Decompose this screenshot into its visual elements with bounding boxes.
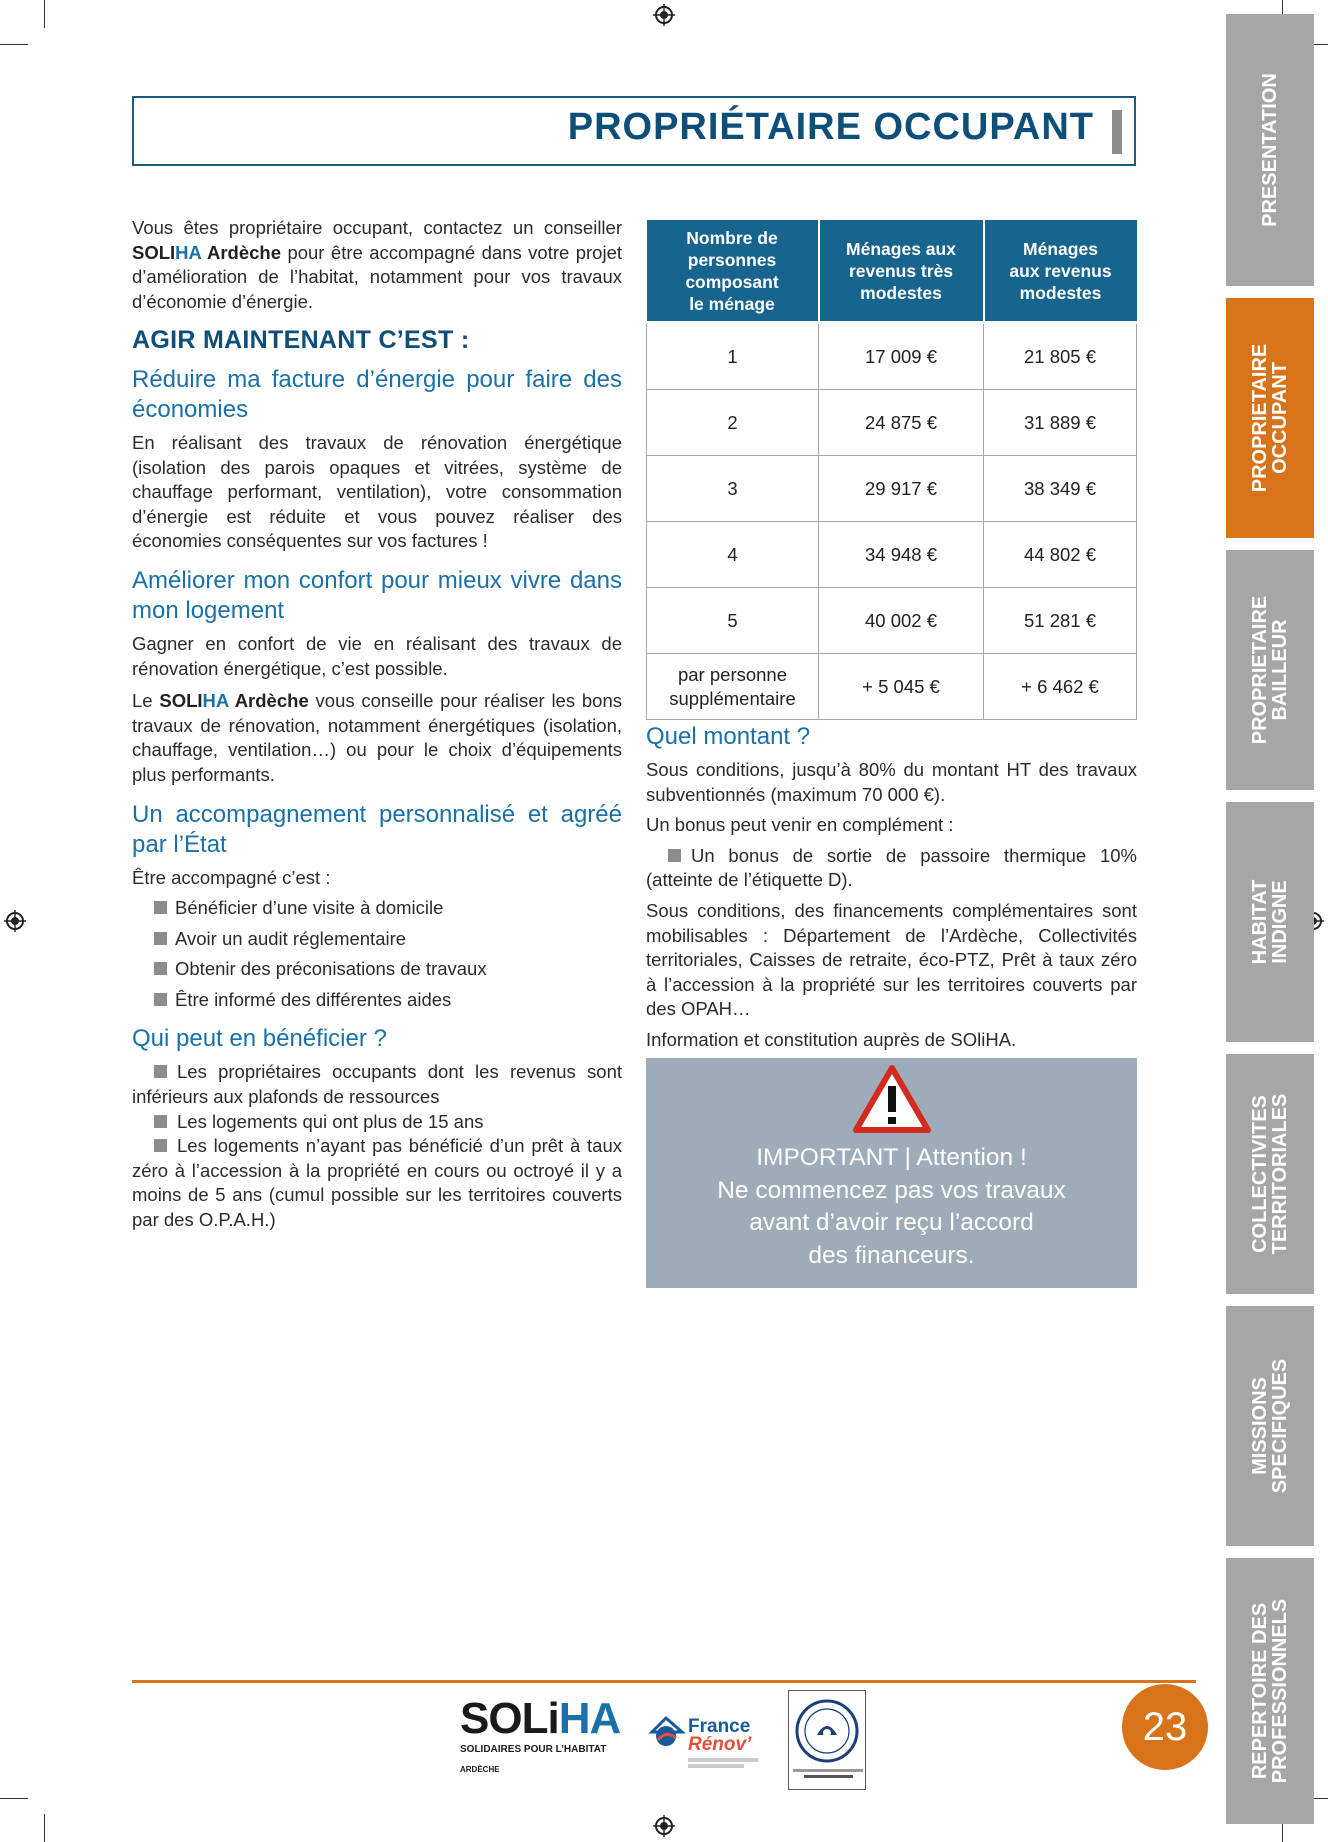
section2-heading: Améliorer mon confort pour mieux vivre dans mon logement [132, 566, 622, 624]
brand-name [159, 690, 308, 711]
section3-heading: Un accompagnement personnalisé et agréé par l’État [132, 800, 622, 858]
tab-presentation[interactable] [1226, 14, 1314, 286]
tab-proprietaire-bailleur[interactable] [1226, 550, 1314, 790]
header-line: personnes [687, 249, 777, 270]
tab-label-line: INDIGNE [1269, 880, 1291, 964]
soliha-ha: HA [558, 1694, 621, 1743]
important-text [646, 1142, 1137, 1272]
list-item-text: Obtenir des préconisations de travaux [175, 958, 487, 980]
registration-mark-icon [4, 910, 26, 932]
seal-emblem-icon [789, 1693, 865, 1769]
tab-label-line: HABITAT [1249, 879, 1271, 965]
tab-label [1250, 1359, 1290, 1493]
intro-text-end: pour être accompagné dans votre projet d’amélioration de l’habitat, notamment pour vos travaux d’économie d’énergie. [132, 241, 622, 312]
table-row [647, 654, 1137, 720]
section2-text2-start: Le [132, 690, 160, 712]
square-bullet-icon [154, 1139, 167, 1152]
brand-soli: SOLI [132, 241, 176, 263]
tab-label-line: SPECIFIQUES [1269, 1358, 1291, 1494]
table-cell: 1 [647, 323, 819, 390]
table-cell [647, 654, 819, 720]
brand-ha: HA [175, 241, 202, 263]
page-number: 23 [1122, 1684, 1208, 1770]
section3-intro: Être accompagné c’est : [132, 866, 331, 888]
france-renov-word2: Rénov’ [688, 1734, 752, 1755]
table-header-cell [819, 220, 984, 323]
montant-bonus [646, 844, 1137, 893]
important-line: IMPORTANT | Attention ! [756, 1144, 1027, 1171]
soliha-wordmark [460, 1696, 620, 1742]
intro-paragraph [132, 216, 622, 314]
tab-label-line: PRESENTATION [1259, 73, 1281, 227]
tab-label [1250, 596, 1290, 745]
list-item-text: Les logements n’ayant pas bénéficié d’un prêt à taux zéro à l’accession à la propriété en cours ou octroyé il y a moins de 5 ans (cumul possible sur les territoires couverts par des O.P.A.H.) [132, 1135, 622, 1231]
header-line: le ménage [689, 293, 775, 314]
montant-p1: Sous conditions, jusqu’à 80% du montant HT des travaux subventionnés (maximum 70 000 €). [646, 759, 1137, 805]
important-line: Ne commencez pas vos travaux [717, 1176, 1066, 1204]
important-line: avant d’avoir reçu l’accord [749, 1209, 1034, 1236]
header-line: Ménages aux [846, 238, 956, 259]
header-line: revenus très [848, 260, 954, 281]
tab-label [1250, 344, 1290, 493]
left-column [132, 216, 622, 1233]
list-item-text: Être informé des différentes aides [175, 988, 452, 1010]
tab-label-line: PROPRIETAIRE [1249, 343, 1271, 493]
tab-label-line: PROFESSIONNELS [1269, 1598, 1291, 1784]
important-line: des financeurs. [808, 1241, 975, 1269]
header-line: Nombre de [686, 227, 778, 248]
tab-label-line: OCCUPANT [1269, 362, 1291, 474]
section2-text1: Gagner en confort de vie en réalisant des travaux de rénovation énergétique, c’est possible. [132, 632, 622, 679]
table-header-cell [647, 220, 819, 323]
list-item-text: Bénéficier d’une visite à domicile [175, 897, 444, 919]
header-line: composant [685, 271, 779, 292]
crop-mark [44, 0, 45, 28]
montant-p5: Information et constitution auprès de SOliHA. [646, 1028, 1017, 1050]
registration-mark-icon [653, 1815, 675, 1837]
brand-soli: SOLI [159, 690, 203, 712]
table-cell: 5 [647, 588, 819, 654]
brand-name [132, 242, 281, 263]
tab-label-line: PROPRIETAIRE [1249, 595, 1271, 745]
table-cell: 38 349 € [984, 456, 1137, 522]
brand-place: Ardèche [228, 690, 309, 712]
important-notice [646, 1058, 1137, 1288]
tab-label [1250, 1094, 1290, 1255]
soliha-place: ARDÈCHE [460, 1765, 500, 1774]
france-renov-small-print [688, 1758, 758, 1768]
accreditation-seal [788, 1690, 866, 1790]
square-bullet-icon [154, 962, 167, 975]
montant-heading: Quel montant ? [646, 723, 811, 750]
section4-heading: Qui peut en bénéficier ? [132, 1025, 387, 1053]
section2-text2-end: vous conseille pour réaliser les bons travaux de rénovation, notamment énergétiques (isolation, chauffage, ventilation…) ou pour le choix d’équipements plus performants. [132, 690, 623, 785]
footer-divider [132, 1680, 1196, 1683]
soliha-tagline: SOLIDAIRES POUR L’HABITAT [460, 1744, 607, 1755]
square-bullet-icon [154, 901, 167, 914]
tab-label [1250, 1599, 1290, 1783]
table-header-row [647, 220, 1137, 323]
list-item [132, 1134, 622, 1232]
right-column [646, 722, 1137, 1059]
square-bullet-icon [668, 849, 681, 862]
header-line: aux revenus [1009, 260, 1112, 281]
table-cell: 31 889 € [984, 390, 1137, 456]
table-row [647, 588, 1137, 654]
row-label-line: par personne [677, 663, 788, 685]
list-item [154, 927, 622, 952]
header-line: Ménages [1023, 238, 1098, 259]
table-cell: + 5 045 € [819, 654, 984, 720]
list-item-text: Les logements qui ont plus de 15 ans [177, 1110, 484, 1132]
list-item-text: Les propriétaires occupants dont les revenus sont inférieurs aux plafonds de ressources [132, 1061, 622, 1108]
agir-heading: AGIR MAINTENANT C’EST : [132, 326, 470, 355]
row-label-line: supplémentaire [669, 687, 796, 709]
title-accent-bar [1112, 110, 1122, 154]
income-ceiling-table [646, 220, 1137, 720]
table-cell: 2 [647, 390, 819, 456]
tab-label-line: TERRITORIALES [1269, 1093, 1291, 1255]
seal-small-print [793, 1769, 863, 1778]
registration-mark-icon [653, 4, 675, 26]
table-cell: 3 [647, 456, 819, 522]
table-cell: 44 802 € [984, 522, 1137, 588]
table-cell: 51 281 € [984, 588, 1137, 654]
soliha-soli: SOLi [460, 1694, 559, 1743]
montant-bonus-text: Un bonus de sortie de passoire thermique 10% (atteinte de l’étiquette D). [646, 844, 1137, 891]
tab-label [1260, 73, 1280, 227]
france-renov-house-icon [648, 1712, 688, 1752]
montant-p4: Sous conditions, des financements complémentaires sont mobilisables : Département de l’Ardèche, Collectivités territoriales, Caisses de retraite, éco-PTZ, Prêt à taux zéro à l’accession à la propriété sur les territoires couverts par des OPAH… [646, 899, 1137, 1020]
header-line: modestes [860, 282, 942, 303]
france-renov-word1: France [688, 1716, 751, 1737]
table-row [647, 323, 1137, 390]
header-line: modestes [1019, 282, 1102, 303]
montant-p2: Un bonus peut venir en complément : [646, 814, 954, 836]
table-cell: 17 009 € [819, 323, 984, 390]
table-cell: 34 948 € [819, 522, 984, 588]
square-bullet-icon [154, 932, 167, 945]
tab-habitat-indigne[interactable] [1226, 802, 1314, 1042]
table-cell: 40 002 € [819, 588, 984, 654]
page-title-box [132, 96, 1136, 166]
crop-mark [44, 1814, 45, 1842]
page-title: PROPRIÉTAIRE OCCUPANT [567, 106, 1094, 148]
table-cell: 4 [647, 522, 819, 588]
tab-label-line: BAILLEUR [1269, 619, 1291, 721]
table-cell: 21 805 € [984, 323, 1137, 390]
section1-text: En réalisant des travaux de rénovation énergétique (isolation des parois opaques et vitrées, système de chauffage performant, ventilation), votre consommation d’énergie est réduite et vous pouvez réaliser des économies conséquentes sur vos factures ! [132, 431, 622, 552]
list-item-text: Avoir un audit réglementaire [175, 927, 407, 949]
tab-label-line: REPERTOIRE DES [1249, 1602, 1271, 1780]
tab-proprietaire-occupant[interactable] [1226, 298, 1314, 538]
table-header-cell [984, 220, 1137, 323]
list-item [154, 896, 622, 921]
tab-label [1250, 880, 1290, 965]
brand-ha: HA [202, 690, 229, 712]
table-cell: + 6 462 € [984, 654, 1137, 720]
tab-repertoire-professionnels[interactable] [1226, 1558, 1314, 1824]
list-item [154, 988, 622, 1013]
tab-label-line: MISSIONS [1249, 1377, 1271, 1475]
table-cell: 24 875 € [819, 390, 984, 456]
table-cell: 29 917 € [819, 456, 984, 522]
list-item [132, 1110, 622, 1135]
table-row [647, 522, 1137, 588]
list-item [154, 957, 622, 982]
brand-place: Ardèche [201, 241, 281, 263]
table-row [647, 390, 1137, 456]
tab-collectivites-territoriales[interactable] [1226, 1054, 1314, 1294]
soliha-logo [460, 1696, 620, 1774]
table-row [647, 456, 1137, 522]
section1-heading: Réduire ma facture d’énergie pour faire des économies [132, 365, 622, 423]
square-bullet-icon [154, 993, 167, 1006]
intro-text: Vous êtes propriétaire occupant, contactez un conseiller [132, 217, 622, 238]
square-bullet-icon [154, 1115, 167, 1128]
list-item [132, 1060, 622, 1109]
square-bullet-icon [154, 1065, 167, 1078]
tab-label-line: COLLECTIVITES [1249, 1095, 1271, 1253]
tab-missions-specifiques[interactable] [1226, 1306, 1314, 1546]
warning-triangle-icon [852, 1064, 932, 1134]
crop-mark [0, 44, 28, 45]
section2-text2 [132, 689, 622, 787]
crop-mark [0, 1798, 28, 1799]
